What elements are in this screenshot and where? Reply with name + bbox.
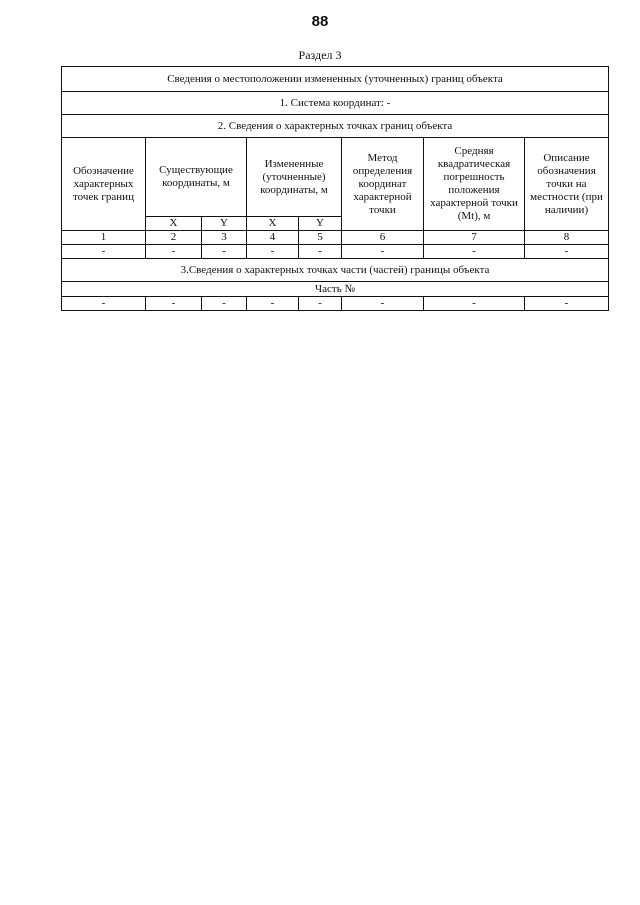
header-changed-y: Y xyxy=(299,217,342,231)
part-number-label: Часть № xyxy=(62,282,609,297)
page-number: 88 xyxy=(311,13,329,30)
table-row xyxy=(62,297,609,311)
header-changed-x: X xyxy=(247,217,299,231)
column-number: 3 xyxy=(202,231,247,245)
table-cell: - xyxy=(202,297,247,311)
table-cell: - xyxy=(424,245,525,259)
table-cell: - xyxy=(525,297,609,311)
header-existing-coords: Существующие координаты, м xyxy=(146,138,247,217)
header-method: Метод определения координат характерной точки xyxy=(342,138,424,231)
parts-section-heading: 3.Сведения о характерных точках части (частей) границы объекта xyxy=(62,259,609,282)
header-existing-x: X xyxy=(146,217,202,231)
column-number: 8 xyxy=(525,231,609,245)
column-number: 6 xyxy=(342,231,424,245)
column-number: 1 xyxy=(62,231,146,245)
table-cell: - xyxy=(525,245,609,259)
table-cell: - xyxy=(146,245,202,259)
header-designation: Обозначение характерных точек границ xyxy=(62,138,146,231)
table-cell: - xyxy=(202,245,247,259)
column-number: 5 xyxy=(299,231,342,245)
column-number: 7 xyxy=(424,231,525,245)
header-changed-coords: Измененные (уточненные) координаты, м xyxy=(247,138,342,217)
section-label: Раздел 3 xyxy=(298,48,342,62)
table-cell: - xyxy=(62,245,146,259)
table-cell: - xyxy=(299,297,342,311)
table-cell: - xyxy=(247,245,299,259)
header-existing-y: Y xyxy=(202,217,247,231)
table-row xyxy=(62,245,609,259)
header-accuracy: Средняя квадратическая погрешность положения характерной точки (Mt), м xyxy=(424,138,525,231)
table-cell: - xyxy=(62,297,146,311)
column-number: 4 xyxy=(247,231,299,245)
boundary-points-table xyxy=(61,66,609,311)
table-cell: - xyxy=(424,297,525,311)
points-section-heading: 2. Сведения о характерных точках границ объекта xyxy=(62,115,609,138)
header-description: Описание обозначения точки на местности (при наличии) xyxy=(525,138,609,231)
table-title: Сведения о местоположении измененных (уточненных) границ объекта xyxy=(62,67,609,92)
table-cell: - xyxy=(342,297,424,311)
table-cell: - xyxy=(342,245,424,259)
table-cell: - xyxy=(247,297,299,311)
coord-system-row: 1. Система координат: - xyxy=(62,92,609,115)
table-cell: - xyxy=(299,245,342,259)
table-cell: - xyxy=(146,297,202,311)
column-number-row xyxy=(62,231,609,245)
column-number: 2 xyxy=(146,231,202,245)
